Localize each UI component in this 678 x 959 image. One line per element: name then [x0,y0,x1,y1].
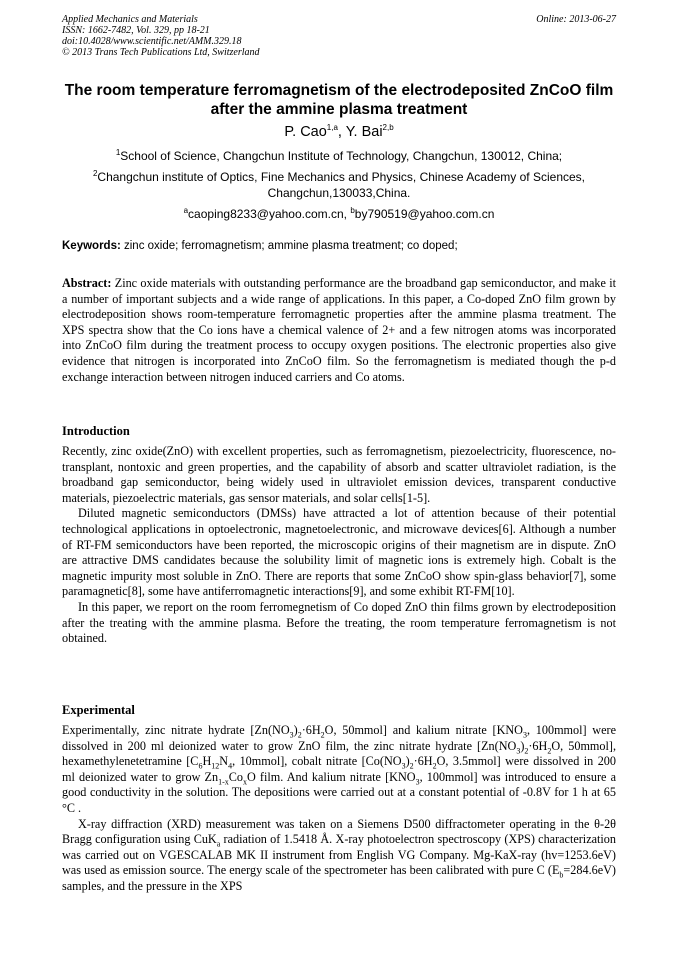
experimental-body [62,723,616,895]
author-line [62,124,616,140]
affiliation-2 [62,169,616,201]
affiliation-1-num: 1 [115,148,121,157]
author-2: Y. Bai [345,124,383,140]
introduction-body [62,444,616,647]
email-a: caoping8233@yahoo.com.cn, [188,207,351,221]
exp-paragraph-2: X-ray diffraction (XRD) measurement was taken on a Siemens D500 diffractometer operating in the θ-2θ Bragg configuration using CuK$_a$ radiation of 1.5418 Å. X-ray photoelectron spectroscopy (XPS) characterization was carried out on VGESCALAB MK II instrument from English VG Company. Mg-KaX-ray (hv=1253.6eV) was used as emission source. The energy scale of the spectrometer has been calibrated with pure C $(E_b=284.6eV)$ samples, and the pressure in the XPS [62,816,616,893]
issn-line: ISSN: 1662-7482, Vol. 329, pp 18-21 [62,25,210,36]
online-date: Online: 2013-06-27 [536,14,616,25]
keywords-text: zinc oxide; ferromagnetism; ammine plasma treatment; co doped; [120,240,458,252]
affiliation-2-num: 2 [92,169,98,178]
author-separator: , [337,124,346,140]
abstract-text: Zinc oxide materials with outstanding performance are the broadband gap semiconductor, and make it a number of important subjects and a wide range of applications. In this paper, a Co-doped ZnO film grown by electrodeposition shows room-temperature ferromagnetic properties after the ammine plasma treatment. The XPS spectra show that the Co ions have a chemical valence of 2+ and a few nitrogen atoms was incorporated into ZnCoO film during the treatment process to occupy oxygen positions. The electronic properties also give evidence that nitrogen is incorporated into ZnCoO film. So the ferromagnetism is mediated though the p-d exchange interaction between nitrogen induced carriers and Co atoms. [62,276,616,384]
abstract [62,276,616,385]
keywords [62,240,616,252]
copyright-line: © 2013 Trans Tech Publications Ltd, Switzerland [62,47,260,58]
paper-title: The room temperature ferromagnetism of the electrodeposited ZnCoO film after the ammine plasma treatment [64,82,614,118]
email-b-sup: b [350,206,355,215]
affiliation-2-line1: Changchun institute of Optics, Fine Mechanics and Physics, Chinese Academy of Sciences, [97,170,586,184]
author-1-sup: 1,a [326,123,338,133]
affiliation-1 [62,148,616,164]
doi-line: doi:10.4028/www.scientific.net/AMM.329.18 [62,36,242,47]
intro-paragraph-1: Recently, zinc oxide(ZnO) with excellent properties, such as ferromagnetism, piezoelectricity, fluorescence, no-transplant, nontoxic and green properties, and the capability of absorb and scatter ultraviolet radiation, is the broadband gap semiconductor, being widely used in ultraviolet emission devices, transparent conductive materials, piezoelectric materials, gas sensor materials, and solar cells[1-5]. [62,444,616,505]
affiliation-1-text: School of Science, Changchun Institute of Technology, Changchun, 130012, China; [120,149,563,163]
journal-header [62,14,260,58]
introduction-heading: Introduction [62,424,130,438]
email-b: by790519@yahoo.com.cn [354,207,495,221]
abstract-label: Abstract: [62,276,112,290]
intro-paragraph-3: In this paper, we report on the room ferromegnetism of Co doped ZnO thin films grown by electrodeposition after the treating with the ammine plasma. Before the treating, the room temperature ferromagnetism is not obtained. [62,599,616,646]
keywords-label: Keywords: [62,240,121,252]
email-line [62,206,616,222]
author-2-sup: 2,b [382,123,394,133]
author-1: P. Cao [284,124,327,140]
journal-name: Applied Mechanics and Materials [62,14,198,25]
affiliation-2-line2: Changchun,130033,China. [267,186,411,200]
intro-paragraph-2: Diluted magnetic semiconductors (DMSs) have attracted a lot of attention because of their potential technological applications in optoelectronic, magnetoelectronic, and microwave devices[6]. Although a number of RT-FM semiconductors have been reported, the microscopic origins of their magnetism are in dispute. ZnO are attractive DMS candidates because the solubility limit of magnetic ions is extremely high. Cobalt is the magnetic impurity most soluble in ZnO. There are reports that some ZnCoO show spin-glass behavior[7], some paramagnetic[8], some have antiferromagnetic interactions[9], and some exhibit RT-FM[10]. [62,506,616,599]
email-a-sup: a [183,206,189,215]
experimental-heading: Experimental [62,703,135,717]
exp-paragraph-1: Experimentally, zinc nitrate hydrate [$Zn(NO_3)_2\cdot 6H_2O$, 50mmol] and kalium nitrate [$KNO_3$, 100mmol] were dissolved in 200 ml deionized water to grow ZnO film, the zinc nitrate hydrate [$Zn(NO_3)_2\cdot 6H_2O$, 50mmol], hexamethylenetetramine [$C_6H_{12}N_4$, 10mmol], cobalt nitrate [$Co(NO_3)_2\cdot 6H_2O$, 3.5mmol] were dissolved in 200 ml deionized water to grow $Zn_{1-x}Co_xO$ film. And kalium nitrate [$KNO_3$, 100mmol] was introduced to ensure a good conductivity in the solution. The depositions were carried out at a constant potential of -0.8V for 1 h at 65 °C . [62,723,616,815]
